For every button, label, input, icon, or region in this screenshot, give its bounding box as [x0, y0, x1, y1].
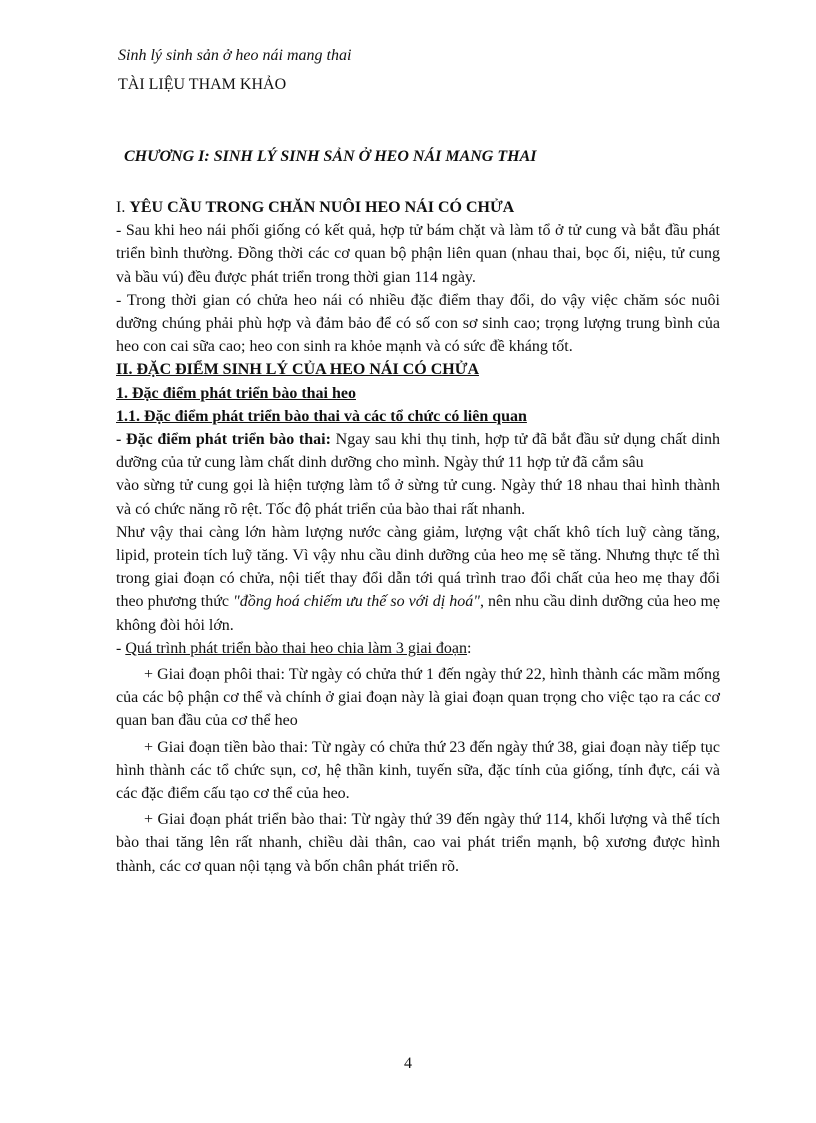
lead-term: - Đặc điểm phát triển bào thai: [116, 431, 331, 449]
chapter-title: CHƯƠNG I: SINH LÝ SINH SẢN Ở HEO NÁI MANG THAI [124, 148, 537, 165]
paragraph: vào sừng tử cung gọi là hiện tượng làm tổ ở sừng tử cung. Ngày thứ 18 nhau thai hình thành và có chức năng rõ rệt. Tốc độ phát triển của bào thai rất nhanh. [116, 477, 720, 518]
stage-item: + Giai đoạn phôi thai: Từ ngày có chửa thứ 1 đến ngày thứ 22, hình thành các mầm mống của các bộ phận cơ thể và chính ở giai đoạn này là giai đoạn quan trọng cho việc tạo ra các cơ quan ban đầu của cơ thể heo [116, 666, 720, 730]
document-subtitle: TÀI LIỆU THAM KHẢO [118, 76, 287, 93]
dash-prefix: - [116, 639, 126, 657]
subsection-1-1-heading: 1.1. Đặc điểm phát triển bào thai và các tổ chức có liên quan [116, 407, 527, 425]
quoted-phrase: "đồng hoá chiếm ưu thế so với dị hoá" [233, 593, 480, 611]
section-2-heading: II. ĐẶC ĐIỂM SINH LÝ CỦA HEO NÁI CÓ CHỬA [116, 361, 479, 379]
page-number: 4 [404, 1055, 412, 1072]
colon: : [467, 639, 472, 657]
paragraph [116, 521, 720, 637]
paragraph: - Trong thời gian có chửa heo nái có nhiều đặc điểm thay đổi, do vậy việc chăm sóc nuôi dưỡng chúng phải phù hợp và đảm bảo để có số con sơ sinh cao; trọng lượng trung bình của heo con cai sữa cao; heo con sinh ra khỏe mạnh và có sức đề kháng tốt. [116, 291, 720, 356]
paragraph [116, 428, 720, 474]
section-1-title: YÊU CẦU TRONG CHĂN NUÔI HEO NÁI CÓ CHỬA [129, 199, 515, 216]
text-run: Như vậy thai càng lớn hàm lượng nước càng giảm, lượng vật chất khô tích luỹ càng tăng, lipid, protein tích luỹ tăng. Vì vậy nhu cầu dinh dưỡng của heo mẹ sẽ tăng. Nhưng thực tế thì trong giai đoạn có chửa, nội tiết thay đổi dẫn tới quá trình trao đổi chất của heo mẹ thay đổi theo phương thức [116, 523, 720, 611]
stage-item: + Giai đoạn tiền bào thai: Từ ngày có chửa thứ 23 đến ngày thứ 38, giai đoạn này tiếp tục hình thành các tổ chức sụn, cơ, hệ thần kinh, tuyến sữa, đặc tính của giống, tính đực, cái và các đặc điểm cấu tạo cơ thể của heo. [116, 738, 720, 803]
lead-text: Ngay sau khi thụ tinh, hợp tử đã bắt đầu sử dụng chất dinh dưỡng của tử cung làm chất dinh dưỡng cho mình. Ngày thứ 11 hợp tử đã cắm sâu [116, 431, 720, 472]
section-1-prefix: I. [116, 199, 130, 216]
paragraph: - Sau khi heo nái phối giống có kết quả, hợp tử bám chặt và làm tổ ở tử cung và bắt đầu phát triển bình thường. Đồng thời các cơ quan bộ phận liên quan (nhau thai, bọc ối, niệu, tử cung và bầu vú) đều được phát triển trong thời gian 114 ngày. [116, 222, 720, 286]
subsection-1-heading: 1. Đặc điểm phát triển bào thai heo [116, 384, 356, 402]
text-run: , nên nhu cầu dinh dưỡng của heo mẹ không đòi hỏi lớn. [116, 593, 721, 634]
stage-item: + Giai đoạn phát triển bào thai: Từ ngày thứ 39 đến ngày thứ 114, khối lượng và thể tích bào thai tăng lên rất nhanh, chiều dài thân, cao vai phát triển mạnh, bộ xương được hình thành, các cơ quan nội tạng và bốn chân phát triển rõ. [116, 811, 720, 875]
document-body [116, 196, 720, 878]
section-1-heading [116, 196, 720, 219]
running-title: Sinh lý sinh sản ở heo nái mang thai [118, 47, 352, 64]
stages-heading: Quá trình phát triển bào thai heo chia làm 3 giai đoạn [125, 639, 467, 657]
stages-intro [116, 637, 720, 660]
